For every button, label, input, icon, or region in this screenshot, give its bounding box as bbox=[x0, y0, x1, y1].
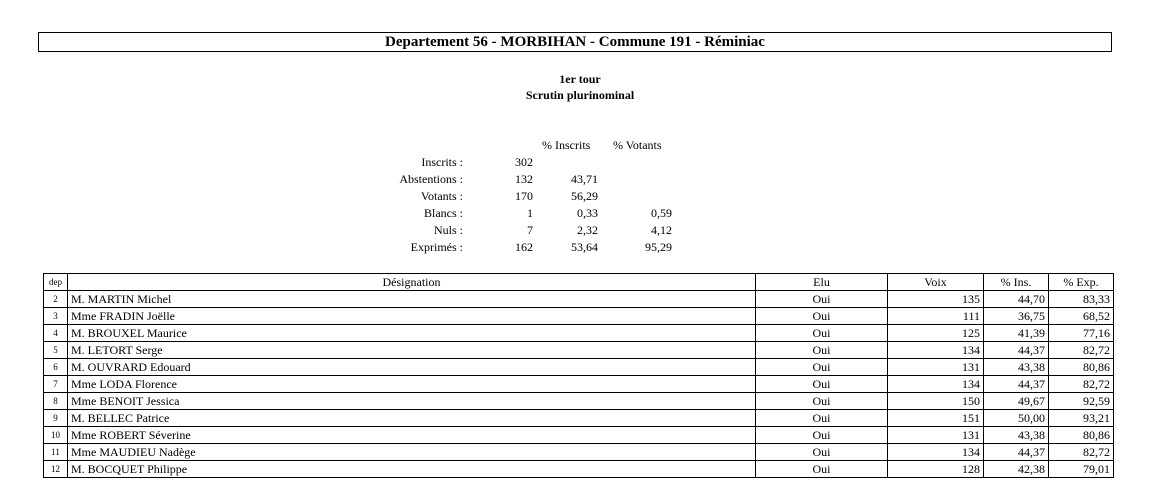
cell-dep: 8 bbox=[44, 393, 68, 410]
table-row bbox=[44, 444, 1114, 461]
cell-dep: 5 bbox=[44, 342, 68, 359]
cell-pct-ins: 44,37 bbox=[984, 342, 1049, 359]
stat-label: Abstentions : bbox=[399, 172, 463, 186]
cell-voix: 128 bbox=[888, 461, 984, 478]
cell-elu: Oui bbox=[756, 325, 888, 342]
cell-elu: Oui bbox=[756, 427, 888, 444]
table-row bbox=[44, 393, 1114, 410]
header-elu: Elu bbox=[756, 274, 888, 291]
cell-elu: Oui bbox=[756, 342, 888, 359]
cell-dep: 4 bbox=[44, 325, 68, 342]
stat-label: Inscrits : bbox=[421, 155, 463, 169]
cell-elu: Oui bbox=[756, 291, 888, 308]
ballot-type-label: Scrutin plurinominal bbox=[525, 88, 635, 102]
stat-count: 7 bbox=[527, 223, 533, 237]
cell-elu: Oui bbox=[756, 410, 888, 427]
page-title: Departement 56 - MORBIHAN - Commune 191 - Réminiac bbox=[38, 32, 1112, 52]
cell-designation: M. BOCQUET Philippe bbox=[68, 461, 756, 478]
stat-label: Votants : bbox=[420, 189, 463, 203]
cell-dep: 11 bbox=[44, 444, 68, 461]
cell-pct-exp: 82,72 bbox=[1049, 342, 1114, 359]
cell-pct-exp: 68,52 bbox=[1049, 308, 1114, 325]
cell-pct-ins: 43,38 bbox=[984, 427, 1049, 444]
stat-pct-inscrits: 56,29 bbox=[571, 189, 598, 203]
cell-dep: 3 bbox=[44, 308, 68, 325]
cell-pct-exp: 92,59 bbox=[1049, 393, 1114, 410]
cell-elu: Oui bbox=[756, 308, 888, 325]
cell-designation: M. LETORT Serge bbox=[68, 342, 756, 359]
cell-dep: 10 bbox=[44, 427, 68, 444]
cell-elu: Oui bbox=[756, 376, 888, 393]
stat-pct-votants: 95,29 bbox=[645, 240, 672, 254]
stat-pct-inscrits: 0,33 bbox=[577, 206, 598, 220]
table-row bbox=[44, 291, 1114, 308]
header-voix: Voix bbox=[888, 274, 984, 291]
cell-voix: 134 bbox=[888, 376, 984, 393]
stat-count: 162 bbox=[515, 240, 533, 254]
table-row bbox=[44, 427, 1114, 444]
cell-pct-ins: 49,67 bbox=[984, 393, 1049, 410]
cell-pct-exp: 83,33 bbox=[1049, 291, 1114, 308]
stat-count: 132 bbox=[515, 172, 533, 186]
cell-pct-ins: 50,00 bbox=[984, 410, 1049, 427]
cell-pct-ins: 44,37 bbox=[984, 376, 1049, 393]
cell-pct-exp: 82,72 bbox=[1049, 376, 1114, 393]
cell-voix: 151 bbox=[888, 410, 984, 427]
stat-label: Blancs : bbox=[424, 206, 463, 220]
results-table bbox=[43, 273, 1114, 478]
col-header-pct-inscrits: % Inscrits bbox=[542, 138, 591, 152]
cell-pct-exp: 79,01 bbox=[1049, 461, 1114, 478]
cell-pct-exp: 77,16 bbox=[1049, 325, 1114, 342]
cell-designation: M. BROUXEL Maurice bbox=[68, 325, 756, 342]
cell-designation: Mme ROBERT Séverine bbox=[68, 427, 756, 444]
stat-pct-votants: 0,59 bbox=[651, 206, 672, 220]
round-label: 1er tour bbox=[559, 72, 601, 86]
cell-voix: 131 bbox=[888, 359, 984, 376]
stat-count: 1 bbox=[527, 206, 533, 220]
cell-designation: Mme FRADIN Joëlle bbox=[68, 308, 756, 325]
cell-voix: 134 bbox=[888, 444, 984, 461]
cell-pct-exp: 80,86 bbox=[1049, 359, 1114, 376]
cell-pct-exp: 93,21 bbox=[1049, 410, 1114, 427]
stat-pct-inscrits: 2,32 bbox=[577, 223, 598, 237]
cell-pct-ins: 36,75 bbox=[984, 308, 1049, 325]
stat-label: Nuls : bbox=[433, 223, 463, 237]
table-row bbox=[44, 342, 1114, 359]
cell-dep: 9 bbox=[44, 410, 68, 427]
cell-designation: M. BELLEC Patrice bbox=[68, 410, 756, 427]
table-row bbox=[44, 410, 1114, 427]
cell-designation: M. MARTIN Michel bbox=[68, 291, 756, 308]
cell-pct-ins: 44,70 bbox=[984, 291, 1049, 308]
stat-pct-inscrits: 43,71 bbox=[571, 172, 598, 186]
cell-voix: 134 bbox=[888, 342, 984, 359]
cell-dep: 2 bbox=[44, 291, 68, 308]
cell-elu: Oui bbox=[756, 359, 888, 376]
header-designation: Désignation bbox=[68, 274, 756, 291]
cell-pct-ins: 42,38 bbox=[984, 461, 1049, 478]
col-header-pct-votants: % Votants bbox=[613, 138, 662, 152]
cell-elu: Oui bbox=[756, 444, 888, 461]
table-row bbox=[44, 325, 1114, 342]
cell-dep: 12 bbox=[44, 461, 68, 478]
cell-voix: 125 bbox=[888, 325, 984, 342]
cell-pct-ins: 41,39 bbox=[984, 325, 1049, 342]
cell-pct-exp: 82,72 bbox=[1049, 444, 1114, 461]
cell-voix: 135 bbox=[888, 291, 984, 308]
cell-designation: Mme BENOIT Jessica bbox=[68, 393, 756, 410]
cell-pct-ins: 44,37 bbox=[984, 444, 1049, 461]
table-row bbox=[44, 461, 1114, 478]
cell-dep: 7 bbox=[44, 376, 68, 393]
cell-elu: Oui bbox=[756, 461, 888, 478]
header-dep: dep bbox=[44, 274, 68, 291]
stat-pct-inscrits: 53,64 bbox=[571, 240, 598, 254]
cell-pct-ins: 43,38 bbox=[984, 359, 1049, 376]
table-row bbox=[44, 359, 1114, 376]
cell-voix: 131 bbox=[888, 427, 984, 444]
table-header-row bbox=[44, 274, 1114, 291]
cell-pct-exp: 80,86 bbox=[1049, 427, 1114, 444]
header-pct-ins: % Ins. bbox=[984, 274, 1049, 291]
cell-voix: 150 bbox=[888, 393, 984, 410]
cell-dep: 6 bbox=[44, 359, 68, 376]
stat-count: 302 bbox=[515, 155, 533, 169]
header-pct-exp: % Exp. bbox=[1049, 274, 1114, 291]
table-row bbox=[44, 308, 1114, 325]
cell-voix: 111 bbox=[888, 308, 984, 325]
cell-designation: Mme MAUDIEU Nadège bbox=[68, 444, 756, 461]
table-row bbox=[44, 376, 1114, 393]
cell-designation: Mme LODA Florence bbox=[68, 376, 756, 393]
stat-pct-votants: 4,12 bbox=[651, 223, 672, 237]
stat-label: Exprimés : bbox=[410, 240, 463, 254]
cell-designation: M. OUVRARD Edouard bbox=[68, 359, 756, 376]
stat-count: 170 bbox=[515, 189, 533, 203]
cell-elu: Oui bbox=[756, 393, 888, 410]
